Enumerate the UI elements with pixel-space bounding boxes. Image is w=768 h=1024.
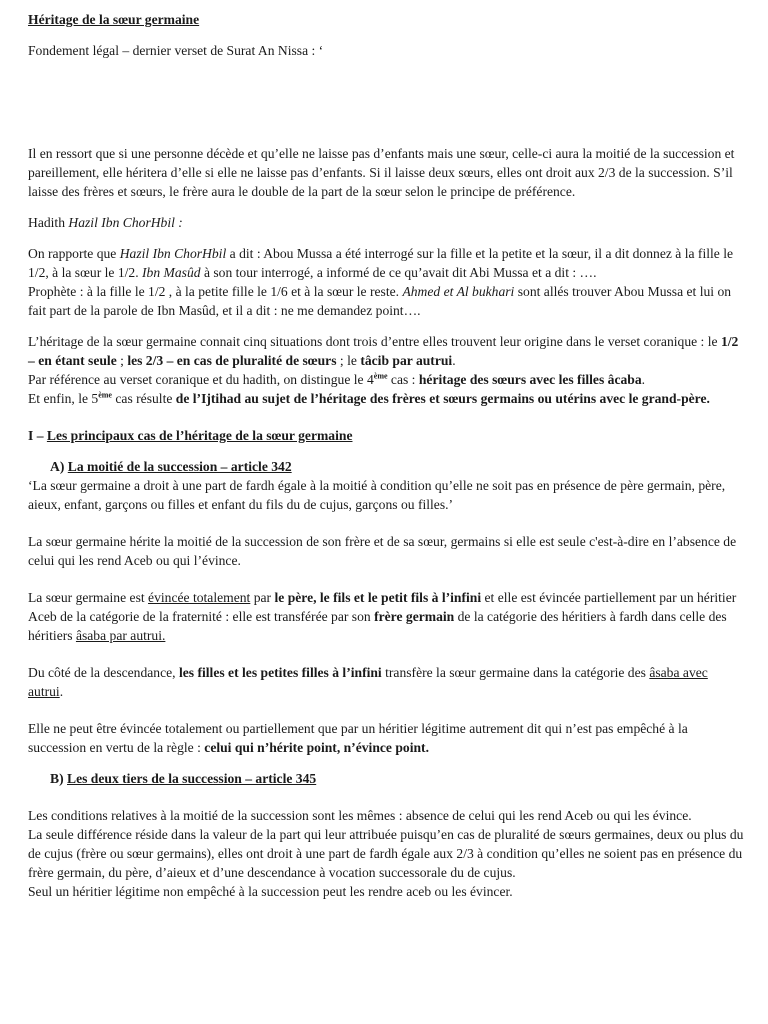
subsection-heading-b: B) Les deux tiers de la succession – article 345 xyxy=(50,771,317,786)
paragraph-heritier-legitime: Seul un héritier légitime non empêché à la succession peut les rendre aceb ou les évincer. xyxy=(28,884,513,899)
document-title: Héritage de la sœur germaine xyxy=(28,12,200,27)
paragraph-intro: Il en ressort que si une personne décède et qu’elle ne laisse pas d’enfants mais une sœur, celle-ci aura la moitié de la succession et pareillement, elle héritera d’elle si elle ne laisse pas d’enfants. Si il laisse deux sœurs, elles ont droit aux 2/3 de la succession. S’il laisse des frères et sœurs, le frère aura le double de la part de la sœur selon le principe de préférence. xyxy=(28,146,735,199)
subsection-heading-a: A) La moitié de la succession – article 342 xyxy=(50,459,292,474)
paragraph-descendance: Du côté de la descendance, les filles et les petites filles à l’infini transfère la sœur germaine dans la catégorie des âsaba avec autrui. xyxy=(28,665,708,699)
paragraph-difference: La seule différence réside dans la valeur de la part qui leur attribuée puisqu’en cas de pluralité de sœurs germaines, deux ou plus du de cujus (frère ou sœur germains), elles ont droit à une part de fardh égale aux 2/3 à condition qu’elles ne soient pas en présence du frère germain, du père, d’aieux et d’une descendance à vocation successorale du de cujus. xyxy=(28,827,744,880)
document-page xyxy=(28,10,746,901)
hadith-heading: Hadith Hazil Ibn ChorHbil : xyxy=(28,215,183,230)
paragraph-moitie: La sœur germaine hérite la moitié de la succession de son frère et de sa sœur, germains si elle est seule c'est-à-dire en l’absence de celui qui les rend Aceb ou qui l’évince. xyxy=(28,534,737,568)
paragraph-hadith: On rapporte que Hazil Ibn ChorHbil a dit : Abou Mussa a été interrogé sur la fille et la petite et la sœur, il a dit donnez à la fille le 1/2, à la sœur le 1/2. Ibn Masûd à son tour interrogé, a informé de ce qu’avait dit Abi Mussa et a dit : …. Prophète : à la fille le 1/2 , à la petite fille le 1/6 et à la sœur le reste. Ahmed et Al bukhari sont allés trouver Abou Mussa et lui on fait part de la parole de Ibn Masûd, et il a dit : ne me demandez point…. xyxy=(28,246,734,318)
paragraph-conditions: Les conditions relatives à la moitié de la succession sont les mêmes : absence de celui qui les rend Aceb ou qui les évince. xyxy=(28,808,692,823)
paragraph-eviction: La sœur germaine est évincée totalement par le père, le fils et le petit fils à l’infini et elle est évincée partiellement par un héritier Aceb de la catégorie de la fraternité : elle est transférée par son frère germain de la catégorie des héritiers à fardh dans celle des héritiers âsaba par autrui. xyxy=(28,590,737,643)
legal-basis: Fondement légal – dernier verset de Surat An Nissa : ‘ xyxy=(28,43,324,58)
paragraph-situations: L’héritage de la sœur germaine connait cinq situations dont trois d’entre elles trouvent leur origine dans le verset coranique : le 1/2 – en étant seule ; les 2/3 – en cas de pluralité de sœurs ; le tâcib par autrui. Par référence au verset coranique et du hadith, on distingue le 4ème cas : héritage des sœurs avec les filles âcaba. Et enfin, le 5ème cas résulte de l’Ijtihad au sujet de l’héritage des frères et sœurs germains ou utérins avec le grand-père. xyxy=(28,334,739,406)
article-342-quote: ‘La sœur germaine a droit à une part de fardh égale à la moitié à condition qu’elle ne soit pas en présence de père germain, père, aieux, enfant, garçons ou filles et enfant du fils du de cujus, garçons ou filles.’ xyxy=(28,478,726,512)
paragraph-regle: Elle ne peut être évincée totalement ou partiellement que par un héritier légitime autrement dit qui n’est pas empêché à la succession en vertu de la règle : celui qui n’hérite point, n’évince point. xyxy=(28,721,688,755)
section-heading-1: I – Les principaux cas de l’héritage de la sœur germaine xyxy=(28,428,353,443)
